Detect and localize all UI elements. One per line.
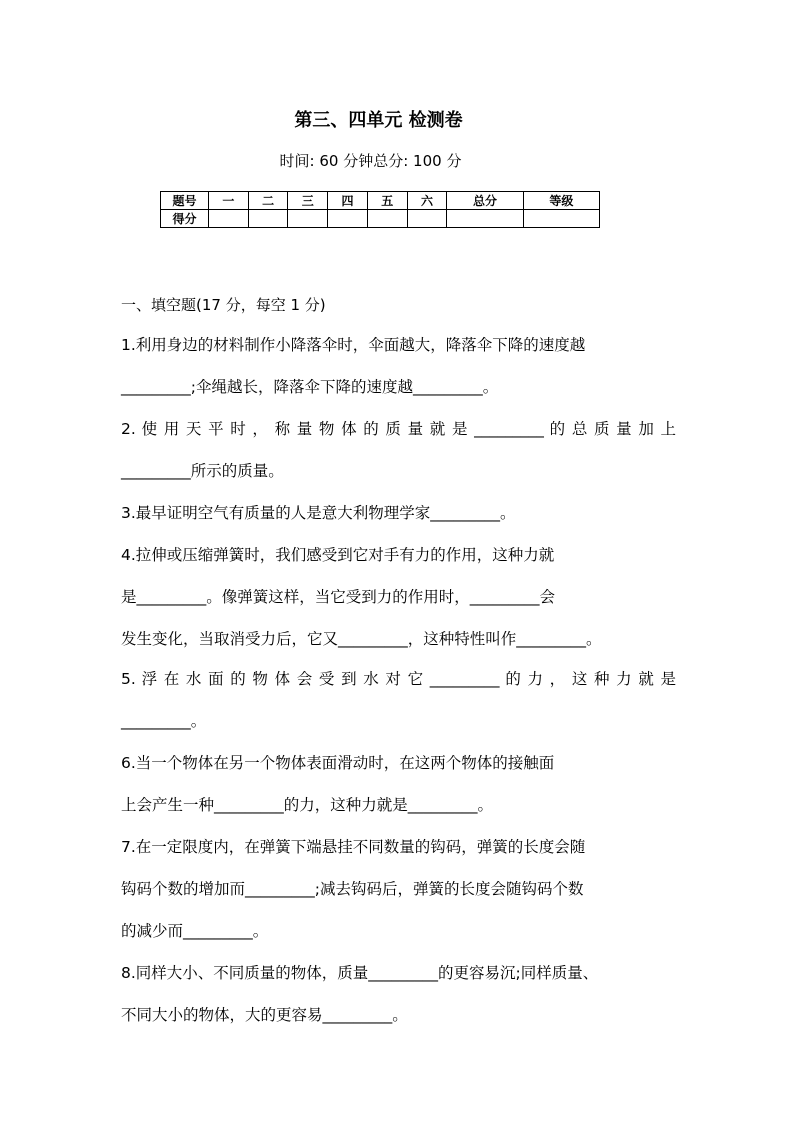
question-line: 1.利用身边的材料制作小降落伞时，伞面越大，降落伞下降的速度越 [121,336,586,354]
score-cell[interactable] [248,210,288,228]
score-table-score-row [161,210,600,228]
question-line: 发生变化，当取消受力后，它又_________，这种特性叫作_________。 [121,630,602,648]
question-line: 上会产生一种_________的力，这种力就是_________。 [121,796,494,814]
question-line: 不同大小的物体，大的更容易_________。 [121,1006,408,1024]
question-line: 8.同样大小、不同质量的物体，质量_________的更容易沉;同样质量、 [121,964,599,982]
header-cell: 三 [288,192,328,210]
header-cell: 一 [209,192,249,210]
row-label-cell: 得分 [161,210,209,228]
section-heading: 一、填空题(17 分，每空 1 分) [121,296,326,314]
question-line: 2. 使 用 天 平 时 ， 称 量 物 体 的 质 量 就 是 _________ 的 总 质 量 加 上 [121,420,676,438]
score-cell[interactable] [447,210,523,228]
score-cell[interactable] [209,210,249,228]
header-cell: 六 [407,192,447,210]
header-cell: 五 [367,192,407,210]
question-line: 的减少而_________。 [121,922,269,940]
score-cell[interactable] [288,210,328,228]
score-table [160,191,600,228]
score-cell[interactable] [407,210,447,228]
question-line: 6.当一个物体在另一个物体表面滑动时，在这两个物体的接触面 [121,754,555,772]
score-cell[interactable] [367,210,407,228]
header-cell: 二 [248,192,288,210]
exam-info: 时间: 60 分钟总分: 100 分 [279,152,462,170]
question-line: _________。 [121,712,207,730]
question-line: 5. 浮 在 水 面 的 物 体 会 受 到 水 对 它 _________ 的 力 ， 这 种 力 就 是 [121,670,676,688]
question-line: _________所示的质量。 [121,462,284,480]
question-line: 钩码个数的增加而_________;减去钩码后，弹簧的长度会随钩码个数 [121,880,584,898]
question-line: _________;伞绳越长，降落伞下降的速度越_________。 [121,378,499,396]
header-cell: 题号 [161,192,209,210]
question-line: 4.拉伸或压缩弹簧时，我们感受到它对手有力的作用，这种力就 [121,546,555,564]
question-line: 是_________。像弹簧这样，当它受到力的作用时，_________会 [121,588,556,606]
header-cell: 总分 [447,192,523,210]
page-title: 第三、四单元 检测卷 [294,110,463,131]
header-cell: 等级 [523,192,599,210]
question-line: 3.最早证明空气有质量的人是意大利物理学家_________。 [121,504,516,522]
score-cell[interactable] [328,210,368,228]
header-cell: 四 [328,192,368,210]
score-cell[interactable] [523,210,599,228]
question-line: 7.在一定限度内，在弹簧下端悬挂不同数量的钩码，弹簧的长度会随 [121,838,586,856]
score-table-header-row [161,192,600,210]
